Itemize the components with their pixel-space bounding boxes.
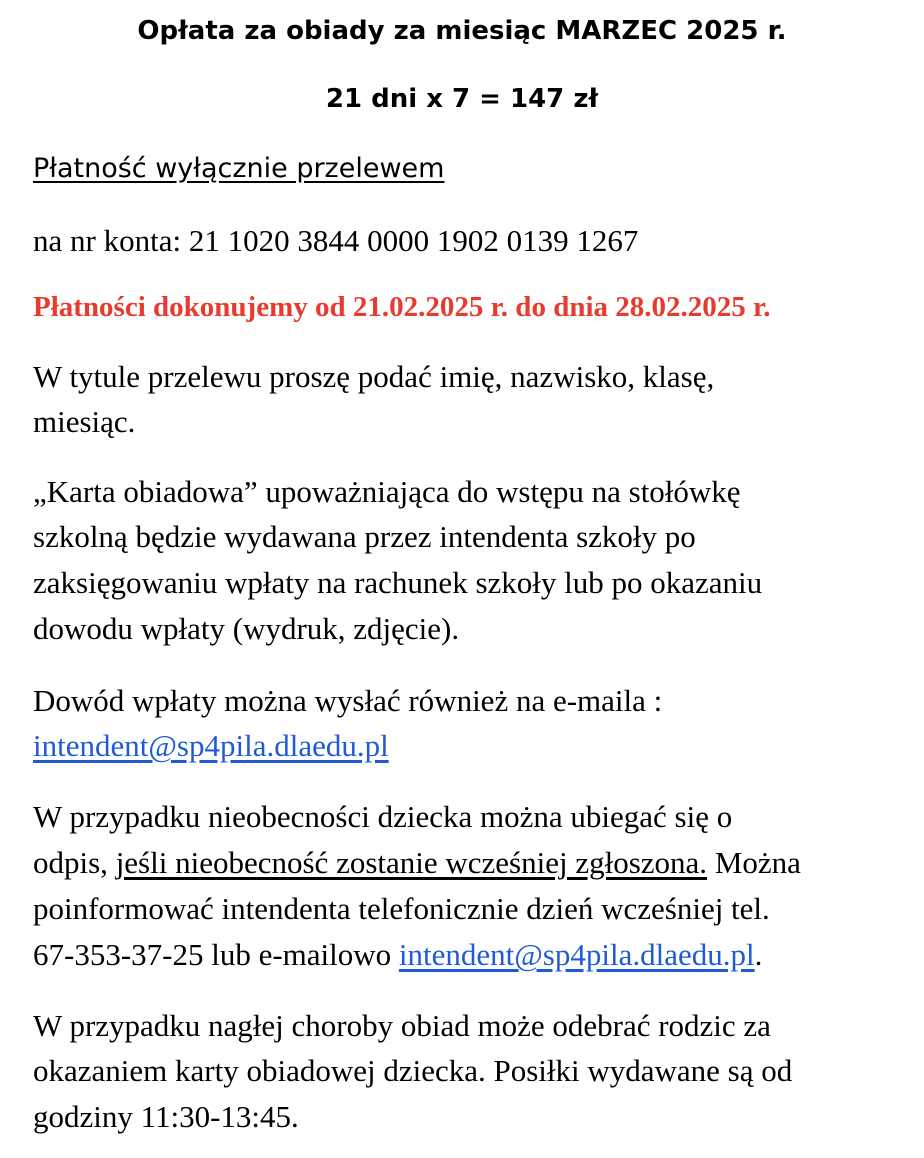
price-calculation: 21 dni x 7 = 147 zł [325, 84, 599, 114]
illness-line-1: W przypadku nagłej choroby obiad może odebrać rodzic za [33, 1008, 771, 1043]
absence-line-3: poinformować intendenta telefonicznie dzień wcześniej tel. [33, 891, 770, 926]
email-line [33, 728, 389, 764]
card-text-line-2: szkolną będzie wydawana przez intendenta szkoły po [33, 519, 696, 554]
document-title: Opłata za obiady za miesiąc MARZEC 2025 r. [137, 16, 787, 46]
absence-notice-underlined: jeśli nieobecność zostanie wcześniej zgłoszona. [115, 845, 708, 880]
account-number-line: na nr konta: 21 1020 3844 0000 1902 0139 1267 [33, 223, 639, 258]
illness-line-3: godziny 11:30-13:45. [33, 1099, 299, 1134]
payment-period: Płatności dokonujemy od 21.02.2025 r. do dnia 28.02.2025 r. [33, 291, 771, 323]
absence-line-2-suffix: Można [707, 845, 801, 880]
email-link[interactable]: intendent@sp4pila.dlaedu.pl [33, 728, 389, 763]
absence-line-4-suffix: . [754, 937, 763, 972]
card-text-line-1: „Karta obiadowa” upoważniająca do wstępu na stołówkę [33, 474, 741, 509]
illness-line-2: okazaniem karty obiadowej dziecka. Posiłki wydawane są od [33, 1053, 793, 1088]
card-text-line-4: dowodu wpłaty (wydruk, zdjęcie). [33, 611, 460, 646]
transfer-title-line-2: miesiąc. [33, 404, 136, 439]
absence-phone-text: 67-353-37-25 lub e-mailowo [33, 937, 399, 972]
absence-email-link[interactable]: intendent@sp4pila.dlaedu.pl [398, 937, 755, 972]
transfer-title-line-1: W tytule przelewu proszę podać imię, nazwisko, klasę, [33, 359, 715, 394]
card-text-line-3: zaksięgowaniu wpłaty na rachunek szkoły lub po okazaniu [33, 565, 763, 600]
absence-line-1: W przypadku nieobecności dziecka można ubiegać się o [33, 799, 733, 834]
email-intro: Dowód wpłaty można wysłać również na e-maila : [33, 683, 663, 718]
absence-line-4 [33, 937, 762, 973]
payment-method: Płatność wyłącznie przelewem [33, 153, 445, 184]
absence-line-2-prefix: odpis, [33, 845, 116, 880]
absence-line-2 [33, 845, 801, 881]
